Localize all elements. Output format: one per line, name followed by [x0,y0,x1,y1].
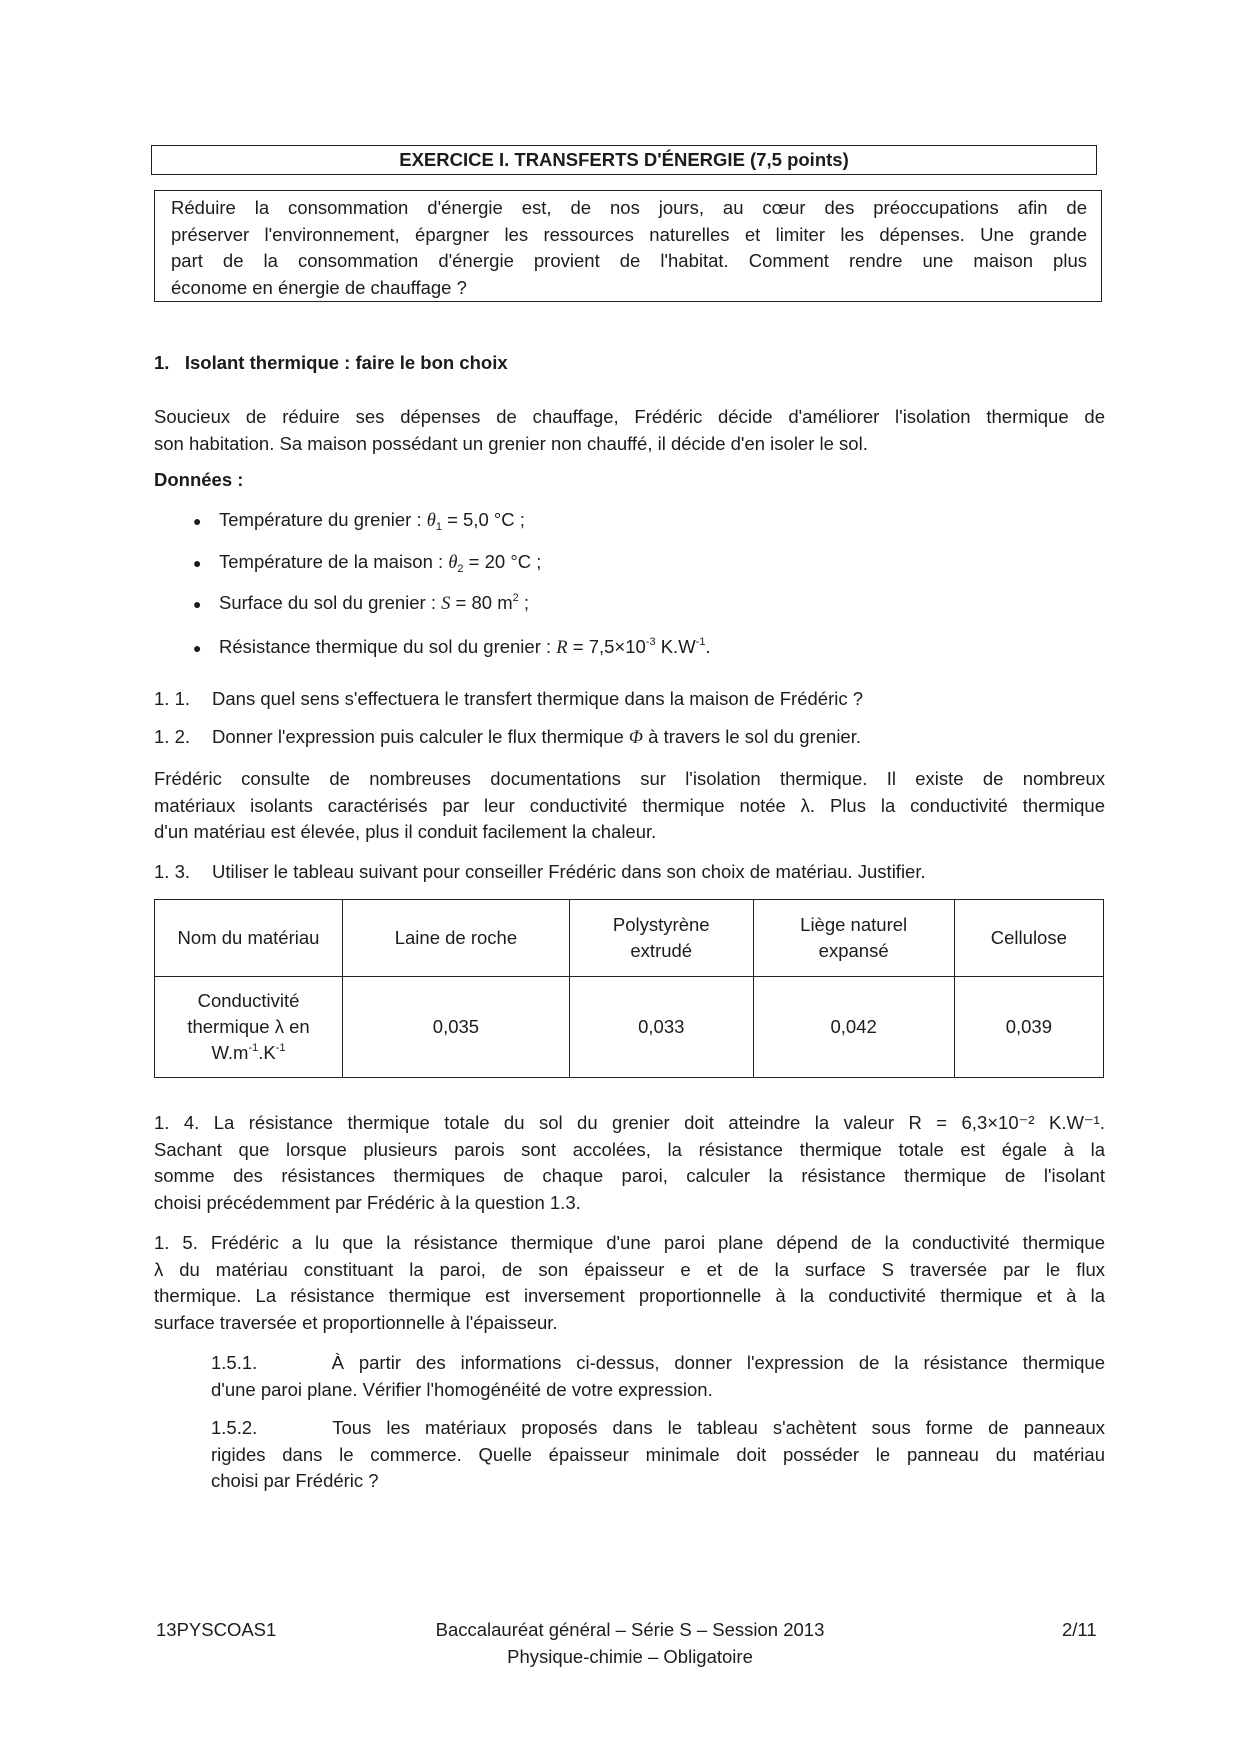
question-1-4: 1. 4. La résistance thermique totale du sol du grenier doit atteindre la valeur R = 6,3×10⁻² K.W⁻¹. Sachant que lorsque plusieurs parois sont accolées, la résistance thermique totale est égale à la somme des résistances thermiques de chaque paroi, calculer la résistance thermique de l'isolant choisi précédemment par Frédéric à la question 1.3. [154,1112,1105,1213]
paragraph-line: matériaux isolants caractérisés par leur conductivité thermique notée λ. Plus la conductivité thermique [154,794,1105,816]
table-cell: 0,039 [954,977,1103,1078]
paragraph-line: Soucieux de réduire ses dépenses de chauffage, Frédéric décide d'améliorer l'isolation thermique de [154,406,1105,427]
intro-box [154,190,1102,302]
table-header-row [155,900,1104,977]
donnees-label: Données : [154,469,244,490]
question-1-5: 1. 5. Frédéric a lu que la résistance thermique d'une paroi plane dépend de la conductivité thermique λ du matériau constituant la paroi, de son épaisseur e et de la surface S traversée par le flux thermique. La résistance thermique est inversement proportionnelle à la conductivité thermique et à la surface traversée et proportionnelle à l'épaisseur. [154,1232,1105,1333]
exercise-title: EXERCICE I. TRANSFERTS D'ÉNERGIE (7,5 points) [151,145,1097,175]
footer-code: 13PYSCOAS1 [156,1619,277,1640]
page-number: 2/11 [1062,1619,1097,1640]
question-1-3: 1. 3. Utiliser le tableau suivant pour conseiller Frédéric dans son choix de matériau. Justifier. [154,861,926,882]
data-bullet: ● Température de la maison : $\theta_2 = 20$ °C ; [193,551,542,575]
question-1-1: 1. 1. Dans quel sens s'effectuera le transfert thermique dans la maison de Frédéric ? [154,688,864,709]
bullet-icon: ● [193,640,202,656]
question-1-5-1: 1.5.1. À partir des informations ci-dessus, donner l'expression de la résistance thermique d'une paroi plane. Vérifier l'homogénéité de votre expression. [211,1352,1105,1400]
table-header-cell: Liège naturel expansé [753,900,954,977]
paragraph-line: son habitation. Sa maison possédant un grenier non chauffé, il décide d'en isoler le sol. [154,432,868,454]
intro-line: économe en énergie de chauffage ? [171,276,467,298]
intro-line: part de la consommation d'énergie provient de l'habitat. Comment rendre une maison plus [171,250,1087,271]
table-cell: 0,033 [569,977,753,1078]
intro-line: Réduire la consommation d'énergie est, de nos jours, au cœur des préoccupations afin de [171,197,1087,218]
table-header-cell: Nom du matériau [155,900,343,977]
paragraph-line: d'un matériau est élevée, plus il conduit facilement la chaleur. [154,821,657,842]
section-heading: 1. Isolant thermique : faire le bon choix [154,352,508,373]
table-row [155,977,1104,1078]
table-header-cell: Polystyrène extrudé [569,900,753,977]
table-cell: 0,035 [343,977,570,1078]
table-header-cell: Cellulose [954,900,1103,977]
table-row-label: Conductivité thermique λ en $W.m^{-1}.K^{-1}$ [155,977,343,1078]
table-header-cell: Laine de roche [343,900,570,977]
data-bullet: ● Température du grenier : $\theta_1 = 5,0$ °C ; [193,509,525,533]
bullet-icon: ● [193,596,202,612]
question-1-2: 1. 2. Donner l'expression puis calculer le flux thermique Φ à travers le sol du grenier. [154,726,861,748]
intro-line: préserver l'environnement, épargner les ressources naturelles et limiter les dépenses. Une grande [171,223,1087,245]
footer-center: Baccalauréat général – Série S – Session 2013 Physique-chimie – Obligatoire [435,1619,825,1667]
question-1-5-2: 1.5.2. Tous les matériaux proposés dans le tableau s'achètent sous forme de panneaux rigides dans le commerce. Quelle épaisseur minimale doit posséder le panneau du matériau choisi par Frédéric ? [211,1417,1105,1491]
bullet-icon: ● [193,555,202,571]
data-bullet: ● Résistance thermique du sol du grenier : $R = 7,5\times 10^{-3}$ $K.W^{-1}$. [193,634,711,661]
table-cell: 0,042 [753,977,954,1078]
materials-table [154,899,1104,1078]
data-bullet: ● Surface du sol du grenier : S = 80 $m^2$ ; [193,590,529,617]
paragraph-line: Frédéric consulte de nombreuses documentations sur l'isolation thermique. Il existe de nombreux [154,768,1105,789]
bullet-icon: ● [193,513,202,529]
